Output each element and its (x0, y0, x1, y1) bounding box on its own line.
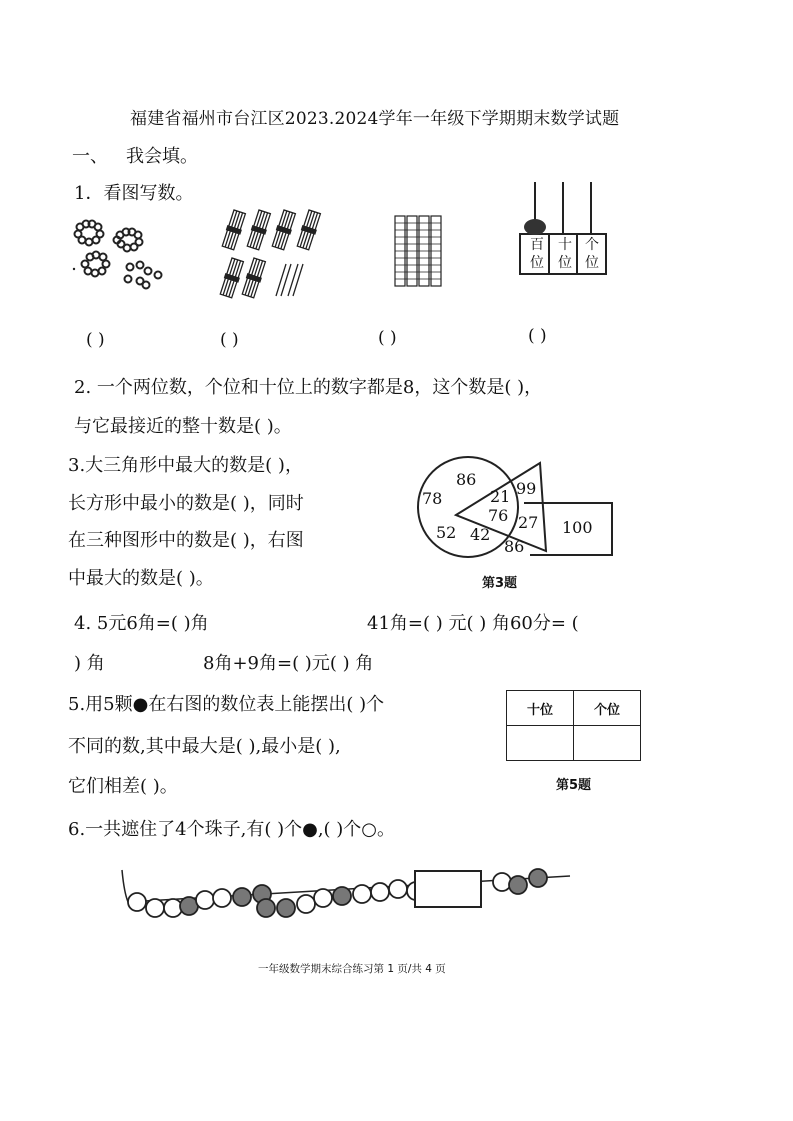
q4-line-2b: 8角+9角=( )元( ) 角 (203, 653, 374, 674)
q3-fig-num: 78 (422, 489, 443, 508)
q3-line-3: 在三种图形中的数是( )，右图 (68, 530, 304, 551)
q3-line-1: 3.大三角形中最大的数是( )， (68, 455, 303, 476)
q3-caption: 第3题 (482, 576, 518, 591)
table-cell-tens[interactable] (507, 726, 574, 761)
abacus-label-tens: 十 位 (558, 237, 572, 271)
q5-caption: 第5题 (556, 778, 592, 793)
q4-line-1b: 41角=( ) 元( ) 角60分= ( (367, 613, 579, 634)
table-cell-ones[interactable] (574, 726, 641, 761)
q5-line-3: 它们相差( )。 (68, 776, 178, 797)
place-value-table (506, 690, 641, 761)
q1-blank-1[interactable]: ( ) (86, 330, 105, 350)
q3-fig-num: 76 (488, 506, 509, 525)
table-header-tens: 十位 (507, 691, 574, 726)
q5-line-2: 不同的数,其中最大是( ),最小是( ), (68, 736, 341, 757)
q3-fig-num: 52 (436, 523, 457, 542)
q3-fig-num: 86 (456, 470, 477, 489)
page-footer: 一年级数学期末综合练习第 1 页/共 4 页 (258, 963, 446, 975)
q3-fig-num: 42 (470, 525, 491, 544)
page-title: 福建省福州市台江区2023.2024学年一年级下学期期末数学试题 (130, 109, 620, 129)
q1-prompt: 1．看图写数。 (74, 183, 194, 204)
q3-fig-num: 100 (562, 518, 593, 537)
q2-line-1: 2. 一个两位数，个位和十位上的数字都是8，这个数是( )， (74, 377, 543, 398)
q3-line-4: 中最大的数是( )。 (68, 568, 214, 589)
q3-fig-num: 99 (516, 479, 537, 498)
q6-line-1: 6.一共遮住了4个珠子,有( )个●,( )个○。 (68, 819, 396, 840)
abacus-label-hundreds: 百 位 (530, 237, 544, 271)
bead-rings-figure (70, 215, 170, 295)
ten-rods-figure (393, 214, 453, 289)
q3-fig-num: 27 (518, 513, 539, 532)
stick-bundles-figure (214, 208, 334, 303)
q3-fig-num: 86 (504, 537, 525, 556)
q1-blank-2[interactable]: ( ) (220, 330, 239, 350)
q2-line-2: 与它最接近的整十数是( )。 (74, 416, 292, 437)
q1-blank-4[interactable]: ( ) (528, 326, 547, 346)
section-label: 我会填。 (126, 146, 198, 167)
section-number: 一、 (72, 146, 108, 167)
abacus-label-ones: 个 位 (585, 237, 599, 271)
q1-blank-3[interactable]: ( ) (378, 328, 397, 348)
q4-line-2a: ) 角 (74, 653, 105, 674)
q3-line-2: 长方形中最小的数是( )，同时 (68, 493, 304, 514)
q5-line-1: 5.用5颗●在右图的数位表上能摆出( )个 (68, 694, 385, 715)
bead-string-figure (118, 862, 578, 932)
q3-fig-num: 21 (490, 487, 511, 506)
table-header-ones: 个位 (574, 691, 641, 726)
q4-line-1a: 4. 5元6角=( )角 (74, 613, 209, 634)
